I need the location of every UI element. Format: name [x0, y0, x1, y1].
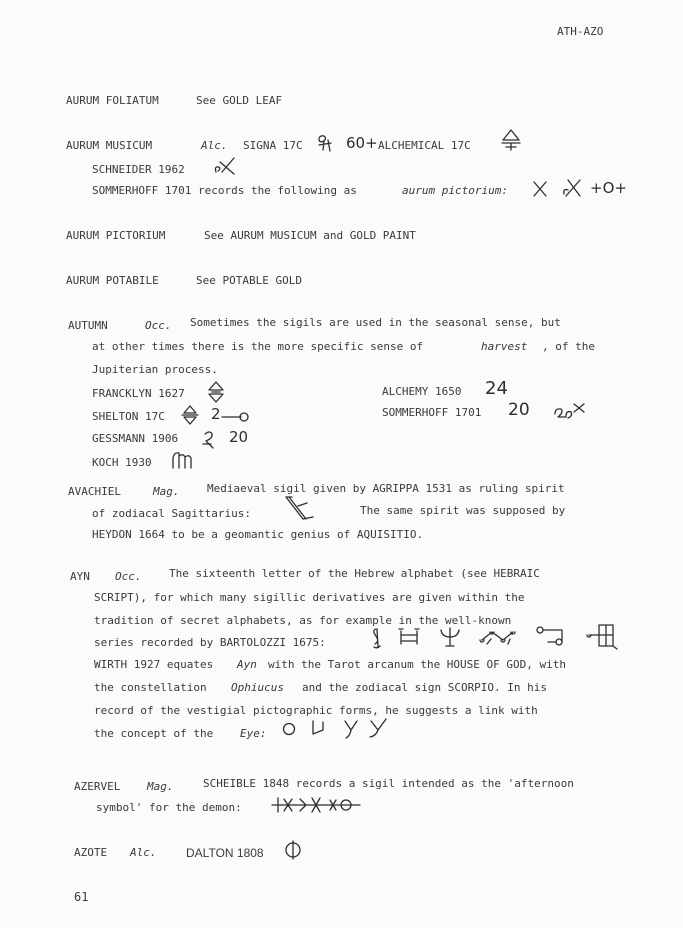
entry-text: See AURUM MUSICUM and GOLD PAINT: [204, 229, 416, 242]
entry-text: WIRTH 1927 equates: [94, 658, 214, 671]
aurum-musicum-sigil-3: [500, 128, 522, 152]
entry-text: , of the: [542, 340, 595, 353]
entry-tag: Occ.: [115, 570, 142, 583]
aurum-musicum-sigil-2: 60+: [346, 134, 378, 152]
entry-tag: Mag.: [147, 780, 174, 793]
shelton-sigil-3: [221, 410, 251, 424]
source-sommerhoff: SOMMERHOFF 1701: [382, 406, 482, 419]
francklyn-sigil: [206, 380, 226, 404]
alchemy-sigil: 24: [485, 378, 508, 399]
entry-text: at other times there is the more specific sense of: [92, 340, 424, 353]
entry-text: DALTON 1808: [186, 846, 264, 860]
entry-italic: harvest: [481, 340, 528, 353]
entry-text: Jupiterian process.: [92, 363, 218, 376]
entry-text: the concept of the: [94, 727, 214, 740]
entry-text: See GOLD LEAF: [196, 94, 283, 107]
azote-sigil: [283, 839, 303, 861]
sommerhoff-sigil-2: [552, 398, 592, 422]
koch-sigil: [170, 448, 196, 472]
entry-text: tradition of secret alphabets, as for example in the well-known: [94, 614, 512, 627]
entry-text: HEYDON 1664 to be a geomantic genius of AQUISITIO.: [92, 528, 424, 541]
bartolozzi-sigil-2: [396, 626, 422, 648]
source-gessmann: GESSMANN 1906: [92, 432, 179, 445]
bartolozzi-sigil-1: [370, 626, 384, 650]
aurum-pictorium-sigil-1: [530, 178, 550, 198]
entry-term: AVACHIEL: [68, 485, 121, 498]
source-alchemy: ALCHEMY 1650: [382, 385, 462, 398]
aurum-musicum-sigil-4: [212, 152, 238, 176]
entry-text: of zodiacal Sagittarius:: [92, 507, 251, 520]
entry-term: AZOTE: [74, 846, 108, 859]
entry-text: SCHNEIDER 1962: [92, 163, 185, 176]
source-francklyn: FRANCKLYN 1627: [92, 387, 185, 400]
entry-text: The same spirit was supposed by: [360, 504, 566, 517]
bartolozzi-sigil-6: [585, 622, 621, 650]
shelton-sigil-1: [181, 404, 199, 426]
entry-text: SIGNA 17C: [243, 139, 303, 152]
eye-sigil-1: [282, 721, 296, 737]
entry-italic: aurum pictorium:: [402, 184, 508, 197]
gessmann-sigil-2: 20: [229, 428, 249, 446]
entry-term: AYN: [70, 570, 90, 583]
aurum-pictorium-sigil-2: [560, 176, 586, 198]
source-koch: KOCH 1930: [92, 456, 152, 469]
bartolozzi-sigil-4: [479, 626, 519, 648]
entry-tag: Alc.: [201, 139, 228, 152]
entry-text: symbol' for the demon:: [96, 801, 242, 814]
aurum-pictorium-sigil-3: +O+: [590, 179, 627, 197]
entry-term: AURUM PICTORIUM: [66, 229, 166, 242]
avachiel-sigil: [283, 494, 319, 526]
entry-term: AURUM POTABILE: [66, 274, 159, 287]
entry-italic: Ayn: [237, 658, 257, 671]
entry-text: ALCHEMICAL 17C: [378, 139, 471, 152]
aurum-musicum-sigil-1: [315, 132, 335, 154]
bartolozzi-sigil-5: [534, 624, 574, 648]
entry-term: AZERVEL: [74, 780, 121, 793]
entry-italic: Ophiucus: [231, 681, 284, 694]
entry-text: Sometimes the sigils are used in the seasonal sense, but: [190, 316, 561, 329]
eye-sigil-2: [310, 718, 326, 738]
running-head: ATH-AZO: [557, 25, 604, 38]
shelton-sigil-2: 2: [211, 405, 221, 423]
entry-text: SCRIPT), for which many sigillic derivatives are given within the: [94, 591, 525, 604]
entry-term: AUTUMN: [68, 319, 108, 332]
entry-text: SOMMERHOFF 1701 records the following as: [92, 184, 357, 197]
gessmann-sigil-1: [200, 428, 218, 452]
bartolozzi-sigil-3: [437, 624, 463, 650]
entry-italic: Eye:: [240, 727, 267, 740]
entry-text: and the zodiacal sign SCORPIO. In his: [302, 681, 548, 694]
eye-sigil-4: [368, 716, 390, 740]
entry-tag: Occ.: [145, 319, 172, 332]
entry-term: AURUM FOLIATUM: [66, 94, 159, 107]
eye-sigil-3: [342, 718, 360, 740]
entry-term: AURUM MUSICUM: [66, 139, 153, 152]
azervel-sigil: [270, 794, 364, 816]
entry-tag: Alc.: [130, 846, 157, 859]
source-shelton: SHELTON 17C: [92, 410, 165, 423]
sommerhoff-sigil-1: 20: [508, 400, 530, 420]
entry-tag: Mag.: [153, 485, 180, 498]
entry-text: the constellation: [94, 681, 207, 694]
entry-text: record of the vestigial pictographic forms, he suggests a link with: [94, 704, 538, 717]
entry-text: See POTABLE GOLD: [196, 274, 302, 287]
page-number: 61: [74, 890, 89, 904]
entry-text: SCHEIBLE 1848 records a sigil intended as the 'afternoon: [203, 777, 574, 790]
entry-text: with the Tarot arcanum the HOUSE OF GOD, with: [268, 658, 567, 671]
entry-text: Mediaeval sigil given by AGRIPPA 1531 as ruling spirit: [207, 482, 565, 495]
entry-text: The sixteenth letter of the Hebrew alphabet (see HEBRAIC: [169, 567, 540, 580]
entry-text: series recorded by BARTOLOZZI 1675:: [94, 636, 326, 649]
